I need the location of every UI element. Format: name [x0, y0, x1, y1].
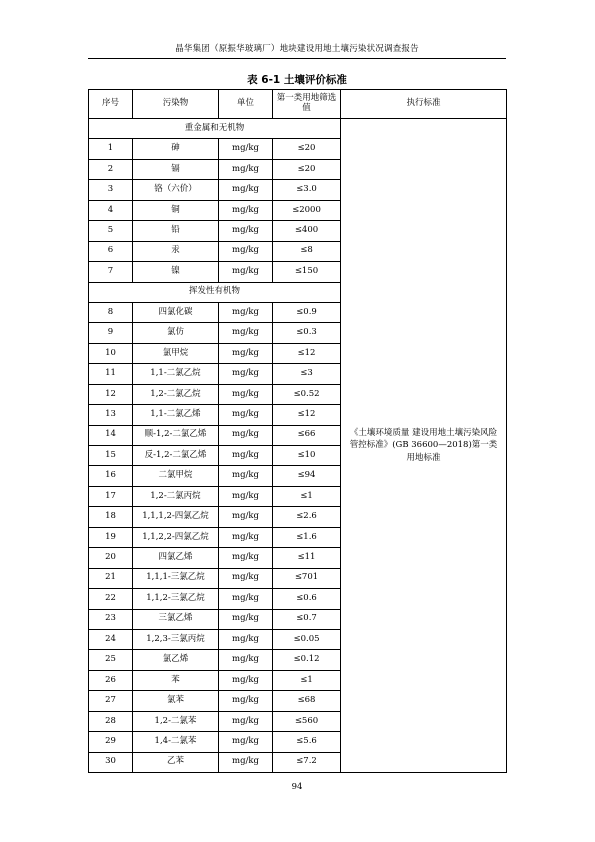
row-unit: mg/kg: [219, 650, 273, 670]
row-value: ≤150: [273, 262, 341, 282]
row-index: 26: [89, 670, 133, 690]
row-value: ≤0.12: [273, 650, 341, 670]
row-index: 6: [89, 241, 133, 261]
row-pollutant: 1,1,1-三氯乙烷: [133, 568, 219, 588]
row-value: ≤2000: [273, 200, 341, 220]
row-unit: mg/kg: [219, 732, 273, 752]
row-value: ≤0.6: [273, 589, 341, 609]
row-pollutant: 顺-1,2-二氯乙烯: [133, 425, 219, 445]
header-pollutant: 污染物: [133, 90, 219, 119]
row-pollutant: 1,2,3-三氯丙烷: [133, 629, 219, 649]
row-value: ≤7.2: [273, 752, 341, 772]
row-index: 15: [89, 446, 133, 466]
row-pollutant: 四氯化碳: [133, 302, 219, 322]
row-unit: mg/kg: [219, 139, 273, 159]
row-pollutant: 铬（六价）: [133, 180, 219, 200]
row-pollutant: 反-1,2-二氯乙烯: [133, 446, 219, 466]
header-unit: 单位: [219, 90, 273, 119]
row-value: ≤1: [273, 486, 341, 506]
row-unit: mg/kg: [219, 200, 273, 220]
row-pollutant: 1,2-二氯丙烷: [133, 486, 219, 506]
running-header: 晶华集团（原振华玻璃厂）地块建设用地土壤污染状况调查报告: [175, 44, 419, 54]
row-unit: mg/kg: [219, 159, 273, 179]
row-pollutant: 1,1,1,2-四氯乙烷: [133, 507, 219, 527]
row-unit: mg/kg: [219, 180, 273, 200]
row-unit: mg/kg: [219, 752, 273, 772]
row-index: 1: [89, 139, 133, 159]
row-index: 22: [89, 589, 133, 609]
row-unit: mg/kg: [219, 384, 273, 404]
row-pollutant: 乙苯: [133, 752, 219, 772]
row-index: 2: [89, 159, 133, 179]
group-label: 挥发性有机物: [89, 282, 341, 302]
row-pollutant: 三氯乙烯: [133, 609, 219, 629]
row-unit: mg/kg: [219, 302, 273, 322]
row-unit: mg/kg: [219, 425, 273, 445]
row-pollutant: 1,1-二氯乙烷: [133, 364, 219, 384]
row-value: ≤11: [273, 548, 341, 568]
header-rule: [88, 58, 506, 59]
row-unit: mg/kg: [219, 343, 273, 363]
row-pollutant: 氯仿: [133, 323, 219, 343]
row-index: 17: [89, 486, 133, 506]
row-unit: mg/kg: [219, 241, 273, 261]
row-unit: mg/kg: [219, 629, 273, 649]
row-value: ≤66: [273, 425, 341, 445]
row-unit: mg/kg: [219, 507, 273, 527]
row-pollutant: 二氯甲烷: [133, 466, 219, 486]
row-pollutant: 1,1,2,2-四氯乙烷: [133, 527, 219, 547]
row-pollutant: 镍: [133, 262, 219, 282]
row-pollutant: 氯苯: [133, 691, 219, 711]
row-pollutant: 铅: [133, 221, 219, 241]
row-pollutant: 1,1-二氯乙烯: [133, 405, 219, 425]
row-unit: mg/kg: [219, 568, 273, 588]
table-body: [89, 119, 507, 773]
row-unit: mg/kg: [219, 405, 273, 425]
row-value: ≤68: [273, 691, 341, 711]
row-index: 9: [89, 323, 133, 343]
row-value: ≤400: [273, 221, 341, 241]
header-index: 序号: [89, 90, 133, 119]
row-value: ≤20: [273, 159, 341, 179]
row-pollutant: 镉: [133, 159, 219, 179]
row-index: 11: [89, 364, 133, 384]
row-value: ≤1: [273, 670, 341, 690]
row-index: 13: [89, 405, 133, 425]
row-index: 21: [89, 568, 133, 588]
row-index: 28: [89, 711, 133, 731]
row-unit: mg/kg: [219, 486, 273, 506]
row-unit: mg/kg: [219, 609, 273, 629]
row-value: ≤3.0: [273, 180, 341, 200]
header-screening-value: 第一类用地筛选值: [273, 90, 341, 119]
row-value: ≤560: [273, 711, 341, 731]
row-value: ≤94: [273, 466, 341, 486]
row-unit: mg/kg: [219, 711, 273, 731]
row-pollutant: 1,4-二氯苯: [133, 732, 219, 752]
row-pollutant: 砷: [133, 139, 219, 159]
group-label: 重金属和无机物: [89, 119, 341, 139]
row-value: ≤0.52: [273, 384, 341, 404]
row-index: 19: [89, 527, 133, 547]
row-unit: mg/kg: [219, 262, 273, 282]
row-value: ≤701: [273, 568, 341, 588]
row-value: ≤8: [273, 241, 341, 261]
row-value: ≤0.7: [273, 609, 341, 629]
row-unit: mg/kg: [219, 466, 273, 486]
row-value: ≤1.6: [273, 527, 341, 547]
row-pollutant: 1,2-二氯乙烷: [133, 384, 219, 404]
row-index: 5: [89, 221, 133, 241]
group-row: [89, 119, 507, 139]
row-index: 12: [89, 384, 133, 404]
row-index: 29: [89, 732, 133, 752]
standard-cell: 《土壤环境质量 建设用地土壤污染风险管控标准》(GB 36600—2018)第一类用地标准: [341, 119, 507, 773]
row-value: ≤5.6: [273, 732, 341, 752]
row-pollutant: 1,1,2-三氯乙烷: [133, 589, 219, 609]
row-index: 8: [89, 302, 133, 322]
row-unit: mg/kg: [219, 364, 273, 384]
row-pollutant: 氯甲烷: [133, 343, 219, 363]
row-index: 18: [89, 507, 133, 527]
table-header-row: [89, 90, 507, 119]
header-standard: 执行标准: [341, 90, 507, 119]
row-pollutant: 1,2-二氯苯: [133, 711, 219, 731]
row-value: ≤2.6: [273, 507, 341, 527]
row-unit: mg/kg: [219, 670, 273, 690]
row-unit: mg/kg: [219, 589, 273, 609]
row-index: 30: [89, 752, 133, 772]
row-index: 4: [89, 200, 133, 220]
page-number: 94: [291, 782, 303, 792]
row-pollutant: 苯: [133, 670, 219, 690]
row-index: 16: [89, 466, 133, 486]
row-index: 10: [89, 343, 133, 363]
row-index: 23: [89, 609, 133, 629]
row-unit: mg/kg: [219, 221, 273, 241]
row-value: ≤10: [273, 446, 341, 466]
row-value: ≤20: [273, 139, 341, 159]
row-index: 20: [89, 548, 133, 568]
row-pollutant: 汞: [133, 241, 219, 261]
row-unit: mg/kg: [219, 548, 273, 568]
row-unit: mg/kg: [219, 446, 273, 466]
row-index: 14: [89, 425, 133, 445]
table-caption: 表 6-1 土壤评价标准: [247, 74, 347, 86]
row-value: ≤0.3: [273, 323, 341, 343]
row-unit: mg/kg: [219, 691, 273, 711]
row-unit: mg/kg: [219, 527, 273, 547]
row-value: ≤0.9: [273, 302, 341, 322]
row-unit: mg/kg: [219, 323, 273, 343]
row-value: ≤3: [273, 364, 341, 384]
row-pollutant: 四氯乙烯: [133, 548, 219, 568]
row-index: 24: [89, 629, 133, 649]
soil-standard-table: [88, 89, 507, 773]
row-value: ≤0.05: [273, 629, 341, 649]
row-index: 3: [89, 180, 133, 200]
row-value: ≤12: [273, 343, 341, 363]
row-index: 27: [89, 691, 133, 711]
row-index: 25: [89, 650, 133, 670]
row-index: 7: [89, 262, 133, 282]
row-pollutant: 铜: [133, 200, 219, 220]
row-value: ≤12: [273, 405, 341, 425]
row-pollutant: 氯乙烯: [133, 650, 219, 670]
